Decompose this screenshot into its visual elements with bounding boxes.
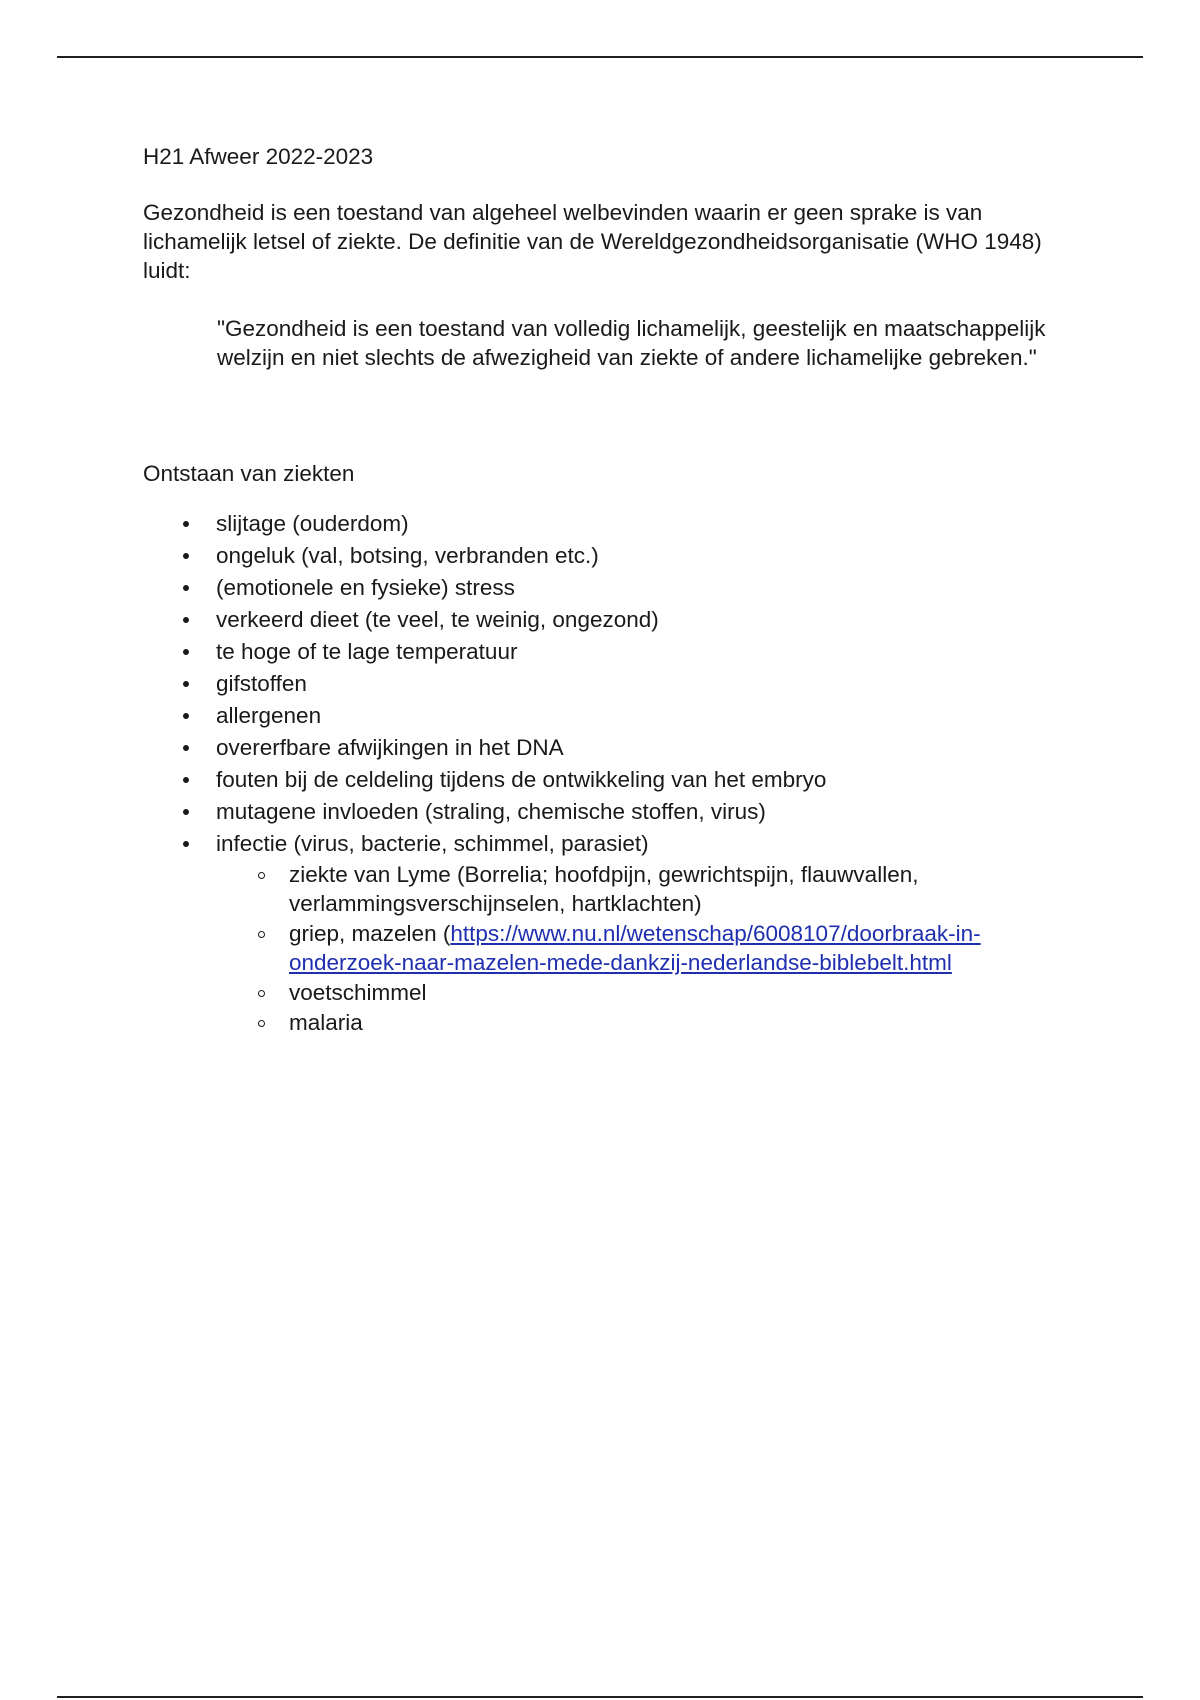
section-heading: Ontstaan van ziekten xyxy=(143,461,355,486)
bullet-icon xyxy=(183,585,189,591)
list-item-text: fouten bij de celdeling tijdens de ontwikkeling van het embryo xyxy=(216,767,827,792)
list-item-text: ongeluk (val, botsing, verbranden etc.) xyxy=(216,543,599,568)
list-item-text: gifstoffen xyxy=(216,671,307,696)
sub-list-item xyxy=(216,860,1063,918)
list-item-infection xyxy=(143,828,1063,1037)
bullet-icon xyxy=(183,745,189,751)
bullet-icon xyxy=(183,681,189,687)
list-item xyxy=(143,508,1063,540)
sub-list-item-text: malaria xyxy=(289,1010,363,1035)
sub-list-item xyxy=(216,919,1063,977)
list-item xyxy=(143,636,1063,668)
circle-bullet-icon xyxy=(258,872,265,879)
list-item-text: verkeerd dieet (te veel, te weinig, ongezond) xyxy=(216,607,659,632)
list-item-text: te hoge of te lage temperatuur xyxy=(216,639,518,664)
list-item xyxy=(143,700,1063,732)
bullet-icon xyxy=(183,713,189,719)
list-item-text: allergenen xyxy=(216,703,322,728)
intro-paragraph: Gezondheid is een toestand van algeheel welbevinden waarin er geen sprake is van lichamelijk letsel of ziekte. De definitie van de Wereldgezondheidsorganisatie (WHO 1948) luidt: xyxy=(143,200,1042,283)
document-title: H21 Afweer 2022-2023 xyxy=(143,144,374,169)
list-item-text: (emotionele en fysieke) stress xyxy=(216,575,515,600)
list-item xyxy=(143,572,1063,604)
page-top-rule xyxy=(57,56,1143,58)
list-item xyxy=(143,764,1063,796)
measles-article-link[interactable]: https://www.nu.nl/wetenschap/6008107/doorbraak-in-onderzoek-naar-mazelen-mede-dankzij-nederlandse-biblebelt.html xyxy=(289,921,981,975)
list-item xyxy=(143,540,1063,572)
list-item xyxy=(143,604,1063,636)
list-item xyxy=(143,732,1063,764)
sub-list-item-text: griep, mazelen ( xyxy=(289,921,451,946)
who-definition-quote: "Gezondheid is een toestand van volledig lichamelijk, geestelijk en maatschappelijk welzijn en niet slechts de afwezigheid van ziekte of andere lichamelijke gebreken." xyxy=(217,316,1046,370)
list-item-text: overerfbare afwijkingen in het DNA xyxy=(216,735,564,760)
circle-bullet-icon xyxy=(258,931,265,938)
sub-list-item xyxy=(216,978,1063,1007)
bullet-icon xyxy=(183,649,189,655)
list-item xyxy=(143,668,1063,700)
bullet-icon xyxy=(183,521,189,527)
sub-list-item xyxy=(216,1008,1063,1037)
list-item-text: infectie (virus, bacterie, schimmel, parasiet) xyxy=(216,831,649,856)
sub-list-item-text: voetschimmel xyxy=(289,980,427,1005)
bullet-icon xyxy=(183,617,189,623)
list-item-text: mutagene invloeden (straling, chemische stoffen, virus) xyxy=(216,799,766,824)
bullet-icon xyxy=(183,553,189,559)
bullet-icon xyxy=(183,809,189,815)
document-body xyxy=(143,142,1063,1038)
circle-bullet-icon xyxy=(258,1020,265,1027)
bullet-icon xyxy=(183,841,189,847)
list-item xyxy=(143,796,1063,828)
bullet-icon xyxy=(183,777,189,783)
circle-bullet-icon xyxy=(258,990,265,997)
sub-list-item-text: ziekte van Lyme (Borrelia; hoofdpijn, gewrichtspijn, flauwvallen, verlammingsverschijnselen, hartklachten) xyxy=(289,862,919,916)
infection-examples-list xyxy=(216,860,1063,1037)
list-item-text: slijtage (ouderdom) xyxy=(216,511,409,536)
page-bottom-rule xyxy=(57,1696,1143,1698)
causes-list xyxy=(143,508,1063,1037)
